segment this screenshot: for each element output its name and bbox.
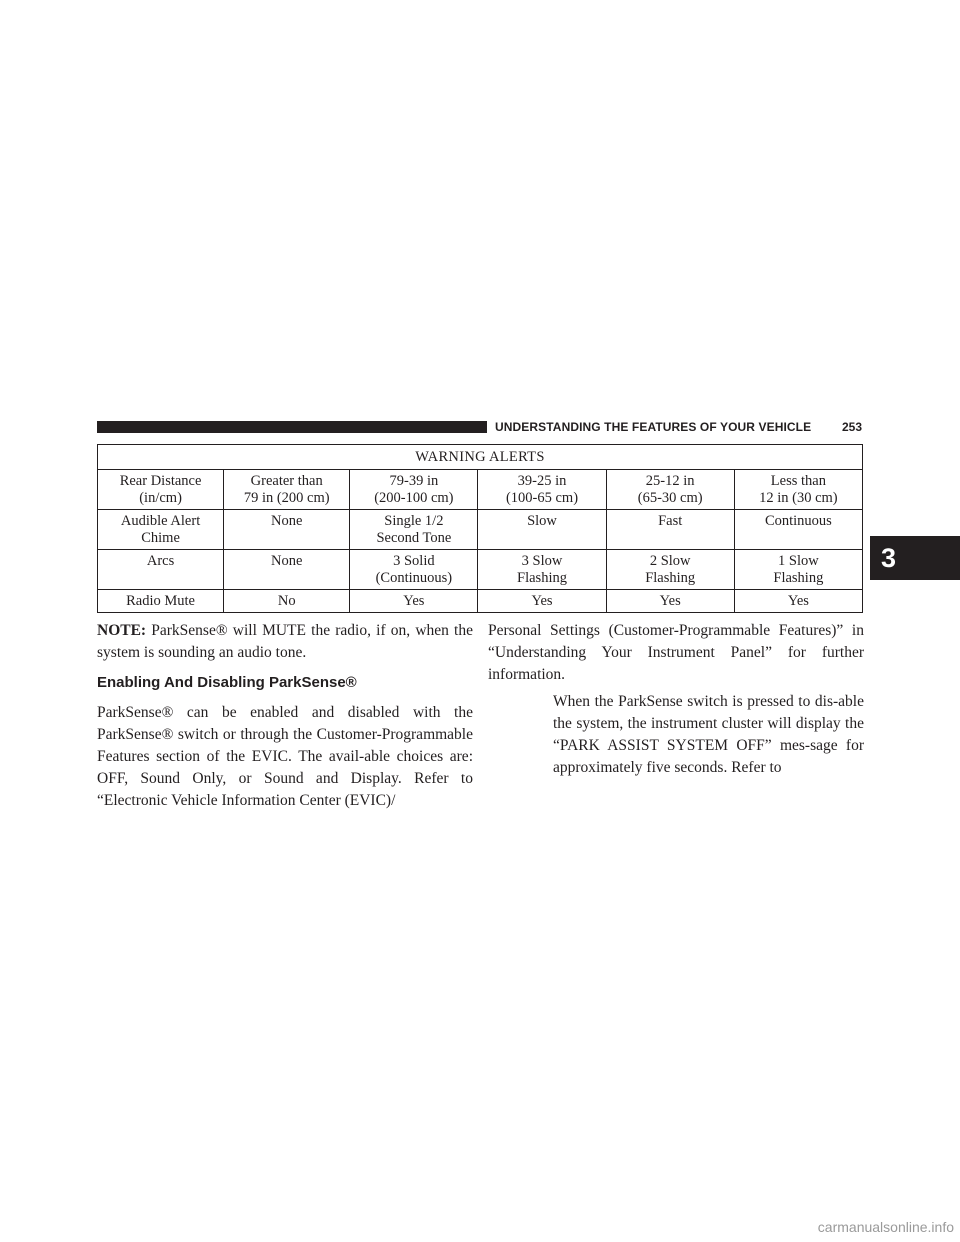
table-body — [98, 470, 863, 613]
table-cell: Less than 12 in (30 cm) — [734, 470, 862, 510]
paragraph-switch-pressed: When the ParkSense switch is pressed to dis-able the system, the instrument cluster will display the “PARK ASSIST SYSTEM OFF” mes-sage for approximately five seconds. Refer to — [553, 693, 864, 776]
table-row — [98, 590, 863, 613]
table-cell: 3 Solid (Continuous) — [350, 550, 478, 590]
left-column — [97, 620, 473, 812]
table-cell: Yes — [478, 590, 606, 613]
page-number: 253 — [842, 420, 863, 434]
table-cell: Continuous — [734, 510, 862, 550]
table-cell: No — [224, 590, 350, 613]
table-cell: Yes — [734, 590, 862, 613]
section-heading: Enabling And Disabling ParkSense® — [97, 674, 357, 691]
table-cell: Yes — [350, 590, 478, 613]
table-cell: Audible Alert Chime — [98, 510, 224, 550]
table-cell: Arcs — [98, 550, 224, 590]
table-cell: 25-12 in (65-30 cm) — [606, 470, 734, 510]
table-row — [98, 550, 863, 590]
warning-alerts-table — [97, 444, 863, 613]
note-text: ParkSense® will MUTE the radio, if on, when the system is sounding an audio tone. — [97, 622, 473, 661]
table-cell: 79-39 in (200-100 cm) — [350, 470, 478, 510]
table-cell: Rear Distance (in/cm) — [98, 470, 224, 510]
table-cell: Slow — [478, 510, 606, 550]
table-cell: None — [224, 550, 350, 590]
table-cell: 39-25 in (100-65 cm) — [478, 470, 606, 510]
table-cell: Fast — [606, 510, 734, 550]
watermark-text: carmanualsonline.info — [817, 1219, 954, 1235]
table-cell: Greater than 79 in (200 cm) — [224, 470, 350, 510]
table-title: WARNING ALERTS — [98, 445, 863, 470]
table-cell: Radio Mute — [98, 590, 224, 613]
chapter-tab: 3 — [870, 536, 960, 580]
paragraph-enable-disable-part2: Personal Settings (Customer-Programmable Features)” in “Understanding Your Instrument Panel” for further information. — [488, 622, 864, 683]
table-cell: Yes — [606, 590, 734, 613]
table-row — [98, 510, 863, 550]
note-label: NOTE: — [97, 622, 147, 639]
table-cell: Single 1/2 Second Tone — [350, 510, 478, 550]
table-cell: 2 Slow Flashing — [606, 550, 734, 590]
table-cell: 3 Slow Flashing — [478, 550, 606, 590]
table-title-row — [98, 445, 863, 470]
table-cell: None — [224, 510, 350, 550]
table-row — [98, 470, 863, 510]
header-rule — [97, 421, 487, 433]
paragraph-enable-disable-part1: ParkSense® can be enabled and disabled with the ParkSense® switch or through the Customer-Programmable Features section of the EVIC. The avail-able choices are: OFF, Sound Only, or Sound and Display. Refer to “Electronic Vehicle Information Center (EVIC)/ — [97, 704, 473, 809]
running-header-title: UNDERSTANDING THE FEATURES OF YOUR VEHICLE — [495, 420, 812, 434]
right-column — [488, 620, 864, 779]
note-paragraph — [97, 620, 473, 664]
table-cell: 1 Slow Flashing — [734, 550, 862, 590]
